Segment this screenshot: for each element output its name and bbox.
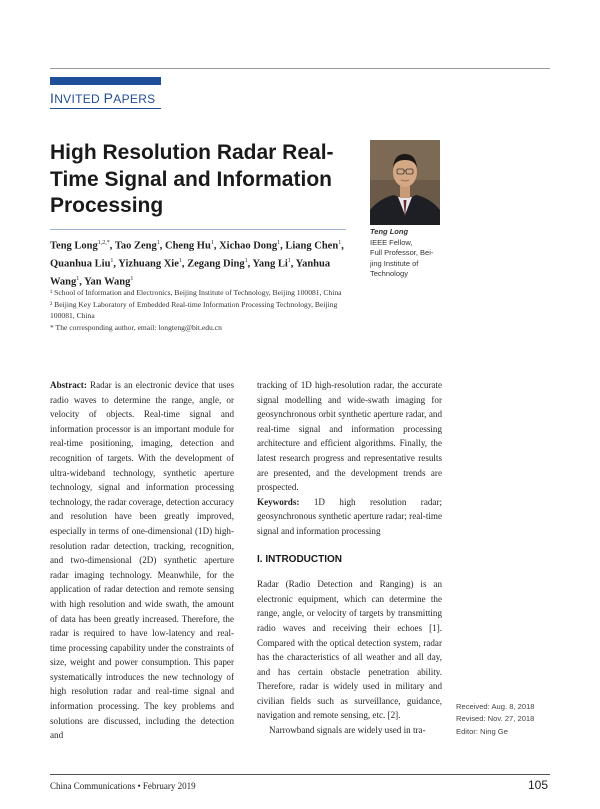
author-portrait-image <box>370 140 440 225</box>
author-name: Liang Chen <box>285 240 339 252</box>
bio-line: IEEE Fellow, <box>370 237 413 247</box>
affiliation-2: ² Beijing Key Laboratory of Embedded Real-time Information Processing Technology, Beijing 100081, China <box>50 299 338 320</box>
abstract-text: Radar is an electronic device that uses radio waves to determine the range, angle, or velocity of objects. Real-time signal and information processor is an important module for real-time positioning, imaging, detection and recognition of targets. With the development of ultra-wideband technology, synthetic aperture technology, signal and information processing technology, the radar coverage, detection accuracy and resolution have been greatly improved, especially in terms of one-dimensional (1D) high-resolution radar detection, tracking, recognition, and two-dimensional (2D) synthetic aperture radar imaging technology. Meanwhile, for the application of radar detection and remote sensing with high resolution and wide swath, the amount of data has been greatly increased. Therefore, the radar is required to have low-latency and real-time processing capability under the constraints of size, weight and power consumption. This paper systematically introduces the new technology of high resolution radar and real-time signal and information processing. The key problems and solutions are discussed, including the detection and <box>50 380 234 741</box>
author-affiliation-mark: 1 <box>156 240 160 246</box>
author-name: Tao Zeng <box>114 240 157 252</box>
column-left <box>50 378 234 743</box>
article-dates <box>456 701 535 738</box>
author-name: Xichao Dong <box>219 240 278 252</box>
bio-name: Teng Long <box>370 227 409 236</box>
received-date: Received: Aug. 8, 2018 <box>456 702 535 711</box>
author-name: Quanhua Liu <box>50 258 111 270</box>
paper-title: High Resolution Radar Real- Time Signal and Information Processing <box>50 141 334 217</box>
introduction-heading: I. INTRODUCTION <box>257 553 342 565</box>
section-label: INVITED PAPERS <box>50 90 156 106</box>
editor: Editor: Ning Ge <box>456 726 508 736</box>
revised-date: Revised: Nov. 27, 2018 <box>456 714 535 724</box>
affiliations <box>50 287 350 333</box>
author-affiliation-mark: 1 <box>210 240 214 246</box>
author-name: Yanhua Wang <box>50 258 331 288</box>
author-affiliation-mark: 1,2,* <box>97 240 110 246</box>
bio-line: Full Professor, Bei- <box>370 248 434 257</box>
top-rule <box>50 68 550 69</box>
title-rule <box>50 229 346 230</box>
author-name: Teng Long <box>50 240 98 252</box>
column-right <box>257 378 442 738</box>
section-color-bar <box>50 77 161 85</box>
author-name: Yang Li <box>252 258 288 270</box>
author-bio <box>370 227 445 280</box>
author-affiliation-mark: 1 <box>110 258 114 264</box>
introduction-paragraph: Narrowband signals are widely used in tra- <box>269 725 426 736</box>
keywords-text: 1D high resolution radar; geosynchronous synthetic aperture radar; real-time signal and information processing <box>257 496 442 536</box>
page-number: 105 <box>528 778 549 792</box>
author-name: Yan Wang <box>84 276 131 288</box>
keywords-paragraph <box>257 495 442 539</box>
author-affiliation-mark: 1 <box>244 258 248 264</box>
abstract-label: Abstract: <box>50 380 87 390</box>
bio-line: Technology <box>370 269 408 278</box>
author-affiliation-mark: 1 <box>287 258 291 264</box>
author-name: Yizhuang Xie <box>118 258 179 270</box>
author-photo <box>370 140 440 225</box>
author-affiliation-mark: 1 <box>277 240 281 246</box>
introduction-paragraph: Radar (Radio Detection and Ranging) is an electronic equipment, which can determine the range, angle, or velocity of targets by transmitting radio waves and receiving their echoes [1]. Compared with the optical detection system, radar has the characteristics of all weather and all day, and has certain obstacle penetration ability. Therefore, radar is widely used in military and civilian fields such as surveillance, guidance, navigation and remote sensing, etc. [2]. <box>257 579 442 721</box>
journal-footer: China Communications • February 2019 <box>50 781 196 791</box>
corresponding-author: * The corresponding author, email: longteng@bit.edu.cn <box>50 322 222 332</box>
affiliation-1: ¹ School of Information and Electronics, Beijing Institute of Technology, Beijing 100081, China <box>50 288 342 297</box>
author-list: Teng Long$^{1,2,*}$, Tao Zeng$^1$, Cheng Hu$^1$, Xichao Dong$^1$, Liang Chen$^1$, Quanhua Liu$^1$, Yizhuang Xie$^1$, Zegang Ding$^1$, Yang Li$^1$, Yanhua Wang$^1$, Yan Wang$^1$ <box>50 240 344 288</box>
author-affiliation-mark: 1 <box>130 276 134 282</box>
section-underline <box>50 108 161 109</box>
author-affiliation-mark: 1 <box>76 276 80 282</box>
bio-line: jing Institute of <box>370 258 419 268</box>
author-affiliation-mark: 1 <box>178 258 182 264</box>
author-name: Zegang Ding <box>187 258 245 270</box>
abstract-paragraph <box>50 378 234 743</box>
author-name: Cheng Hu <box>165 240 211 252</box>
author-affiliation-mark: 1 <box>338 240 342 246</box>
footer-rule <box>50 774 550 775</box>
abstract-continued: tracking of 1D high-resolution radar, the accurate signal modelling and wide-swath imaging for geosynchronous orbit synthetic aperture radar, and real-time signal and information processing architecture and efficient algorithms. Finally, the latest research progress and representative results are presented, and the development trends are prospected. <box>257 380 442 493</box>
keywords-label: Keywords: <box>257 496 300 507</box>
